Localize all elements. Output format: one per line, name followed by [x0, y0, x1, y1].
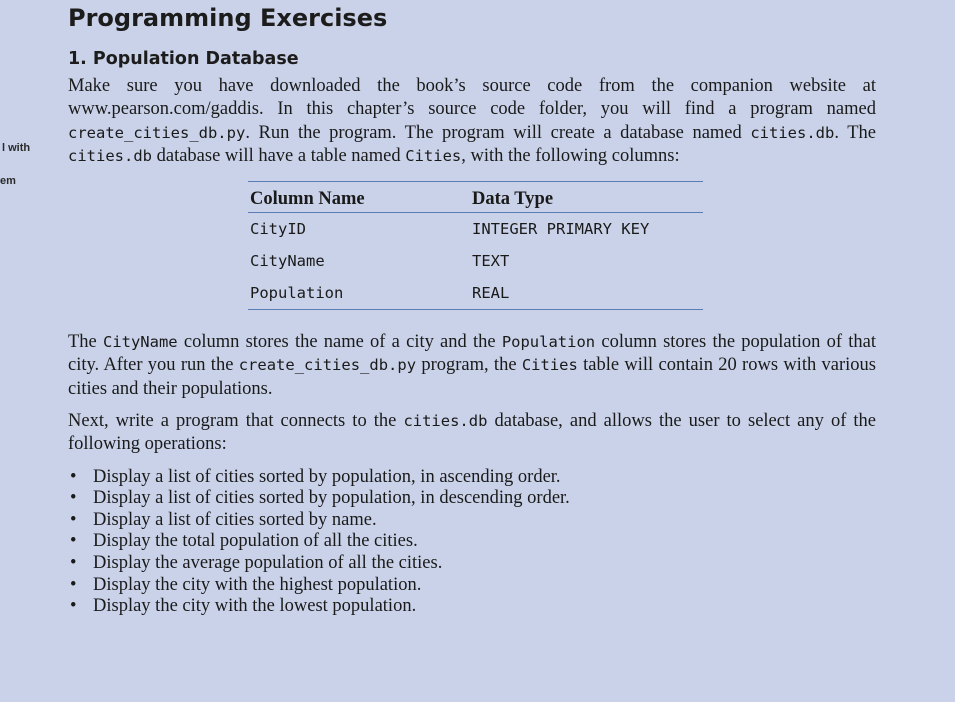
table-cell: TEXT [472, 252, 510, 271]
table-row [248, 213, 703, 246]
table-cell: Population [250, 284, 344, 303]
list-item: • Display the city with the lowest population. [70, 596, 417, 617]
columns-table [248, 181, 703, 310]
table-cell: REAL [472, 284, 510, 303]
table-cell: CityName [250, 252, 325, 271]
bullet-icon: • [70, 531, 77, 552]
column-header: Column Name [248, 182, 470, 213]
bullet-icon: • [70, 553, 77, 574]
operations-list [68, 467, 876, 618]
table-cell: INTEGER PRIMARY KEY [472, 220, 650, 239]
description-paragraph: The CityName column stores the name of a city and the Population column stores the population of that city. After you run the create_cities_db.py program, the Cities table will contain 20 rows with various cities and their populations. [68, 332, 876, 399]
list-item: • Display a list of cities sorted by population, in ascending order. [70, 466, 561, 487]
page-content [68, 0, 876, 618]
table-header-row [248, 182, 703, 213]
column-header: Data Type [470, 182, 703, 213]
bullet-icon: • [70, 488, 77, 509]
bullet-icon: • [70, 509, 77, 530]
columns-table-wrap [248, 181, 703, 310]
table-row [248, 245, 703, 277]
list-item: • Display a list of cities sorted by population, in descending order. [70, 488, 570, 509]
exercise-title: 1. Population Database [68, 49, 299, 69]
list-item: • Display the average population of all the cities. [70, 553, 443, 574]
list-item: • Display a list of cities sorted by name. [70, 509, 377, 530]
instructions-paragraph: Next, write a program that connects to the cities.db database, and allows the user to select any of the following operations: [68, 411, 877, 455]
intro-paragraph: Make sure you have downloaded the book’s source code from the companion website at www.pearson.com/gaddis. In this chapter’s source code folder, you will find a program named create_cities_db.py. Run the program. The program will create a database named cities.db. The cities.db database will have a table named Cities, with the following columns: [68, 76, 876, 166]
list-item: • Display the city with the highest population. [70, 574, 422, 595]
table-cell: CityID [250, 220, 306, 239]
bullet-icon: • [70, 596, 77, 617]
list-item: • Display the total population of all the cities. [70, 531, 418, 552]
bullet-icon: • [70, 574, 77, 595]
page-title: Programming Exercises [68, 4, 388, 32]
margin-note: l with [2, 142, 31, 154]
table-row [248, 277, 703, 310]
margin-note: em [0, 175, 16, 187]
bullet-icon: • [70, 466, 77, 487]
